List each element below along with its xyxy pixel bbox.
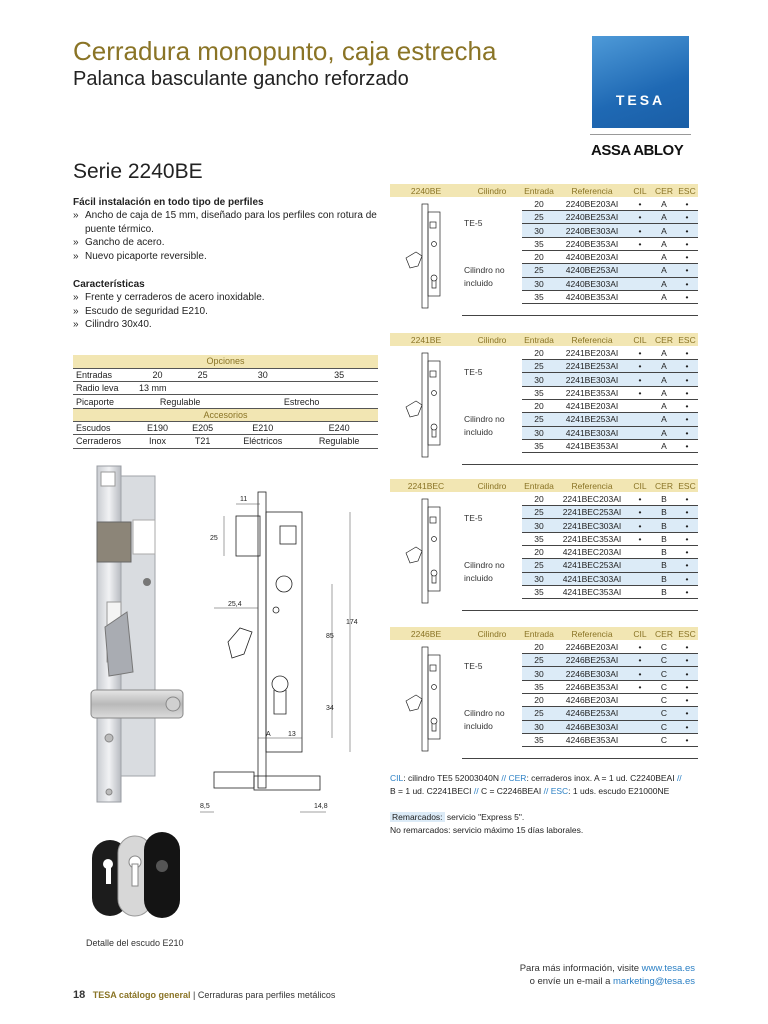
- reference-cell: 4240BE253AI: [556, 264, 628, 277]
- lock-photo: [85, 462, 195, 807]
- cil-cell: •: [628, 519, 652, 532]
- reference-cell: 4240BE203AI: [556, 250, 628, 263]
- column-header: CIL: [628, 184, 652, 197]
- esc-cell: •: [676, 237, 698, 250]
- feature-item: » Ancho de caja de 15 mm, diseñado para los perfiles con rotura de puente térmico.: [73, 209, 383, 236]
- cil-cell: •: [628, 640, 652, 653]
- entry-cell: 20: [522, 197, 556, 210]
- reference-cell: 4241BE353AI: [556, 439, 628, 452]
- table-row: [390, 346, 698, 359]
- catalog-name: TESA catálogo general: [92, 990, 191, 1000]
- cil-cell: •: [628, 224, 652, 237]
- reference-cell: 2240BE303AI: [556, 224, 628, 237]
- entry-cell: 35: [522, 439, 556, 452]
- page-subtitle: Palanca basculante gancho reforzado: [73, 68, 409, 90]
- entry-cell: 35: [522, 680, 556, 693]
- esc-cell: •: [676, 519, 698, 532]
- product-table: [390, 479, 698, 611]
- entry-cell: 35: [522, 386, 556, 399]
- reference-cell: 2241BE303AI: [556, 373, 628, 386]
- cil-cell: •: [628, 680, 652, 693]
- column-header: Cilindro: [462, 333, 522, 346]
- esc-cell: •: [676, 693, 698, 706]
- model-code: 2241BEC: [390, 479, 462, 492]
- cil-cell: •: [628, 211, 652, 224]
- cil-cell: [628, 545, 652, 558]
- website-link[interactable]: www.tesa.es: [641, 963, 695, 974]
- entry-cell: 30: [522, 426, 556, 439]
- cer-cell: A: [652, 386, 676, 399]
- lock-front-icon: [392, 349, 460, 459]
- characteristic-item: » Escudo de seguridad E210.: [73, 305, 383, 318]
- reference-cell: 2241BEC353AI: [556, 532, 628, 545]
- esc-cell: •: [676, 585, 698, 598]
- table-row: [390, 492, 698, 505]
- options-header: Opciones: [73, 355, 378, 368]
- column-header: Referencia: [556, 333, 628, 346]
- esc-cell: •: [676, 373, 698, 386]
- entry-cell: 30: [522, 720, 556, 733]
- cil-cell: [628, 290, 652, 303]
- table-row: Picaporte Regulable Estrecho: [73, 395, 378, 408]
- column-header: CIL: [628, 479, 652, 492]
- section-name: Cerraduras para perfiles metálicos: [197, 990, 336, 1000]
- column-header: Entrada: [522, 333, 556, 346]
- reference-cell: 4246BE353AI: [556, 733, 628, 746]
- column-header: Entrada: [522, 184, 556, 197]
- cil-cell: [628, 264, 652, 277]
- reference-cell: 4240BE353AI: [556, 290, 628, 303]
- column-header: CER: [652, 479, 676, 492]
- column-header: Referencia: [556, 479, 628, 492]
- column-header: Entrada: [522, 627, 556, 640]
- table-header-row: [390, 184, 698, 197]
- cer-cell: A: [652, 290, 676, 303]
- reference-cell: 2241BEC253AI: [556, 506, 628, 519]
- cylinder-not-included: Cilindro no incluido: [464, 708, 505, 732]
- cil-cell: •: [628, 386, 652, 399]
- cil-cell: [628, 439, 652, 452]
- column-header: CER: [652, 333, 676, 346]
- lock-front-drawing: [390, 346, 462, 464]
- entry-cell: 25: [522, 264, 556, 277]
- cylinder-not-included: Cilindro no incluido: [464, 414, 505, 438]
- technical-drawing: [200, 482, 360, 822]
- cer-cell: A: [652, 346, 676, 359]
- column-header: Cilindro: [462, 184, 522, 197]
- entry-cell: 20: [522, 250, 556, 263]
- model-code: 2240BE: [390, 184, 462, 197]
- reference-cell: 4241BE253AI: [556, 413, 628, 426]
- entry-cell: 25: [522, 707, 556, 720]
- cer-cell: A: [652, 224, 676, 237]
- dimension-label: 174: [346, 619, 358, 626]
- cer-cell: C: [652, 720, 676, 733]
- reference-cell: 4241BE203AI: [556, 399, 628, 412]
- cer-cell: A: [652, 373, 676, 386]
- reference-cell: 4246BE253AI: [556, 707, 628, 720]
- esc-label: ESC: [550, 786, 569, 796]
- entry-cell: 20: [522, 693, 556, 706]
- cil-cell: •: [628, 506, 652, 519]
- esc-cell: •: [676, 360, 698, 373]
- page-title: Cerradura monopunto, caja estrecha: [73, 36, 497, 66]
- product-block-2246be: [390, 627, 698, 759]
- cer-cell: B: [652, 585, 676, 598]
- table-row: Entradas 20 25 30 35: [73, 368, 378, 381]
- esc-cell: •: [676, 399, 698, 412]
- entry-cell: 25: [522, 654, 556, 667]
- column-header: ESC: [676, 333, 698, 346]
- model-code: 2241BE: [390, 333, 462, 346]
- esc-cell: •: [676, 426, 698, 439]
- reference-cell: 4241BEC353AI: [556, 585, 628, 598]
- cil-cell: [628, 733, 652, 746]
- lock-front-drawing: [390, 197, 462, 315]
- esc-cell: •: [676, 680, 698, 693]
- entry-cell: 20: [522, 640, 556, 653]
- entry-cell: 25: [522, 559, 556, 572]
- reference-cell: 2241BEC203AI: [556, 492, 628, 505]
- lock-front-drawing: [390, 640, 462, 758]
- entry-cell: 35: [522, 733, 556, 746]
- cil-cell: •: [628, 492, 652, 505]
- cer-cell: C: [652, 707, 676, 720]
- cer-label: CER: [508, 773, 527, 783]
- cer-cell: B: [652, 559, 676, 572]
- entry-cell: 30: [522, 373, 556, 386]
- entry-cell: 35: [522, 532, 556, 545]
- esc-cell: •: [676, 211, 698, 224]
- table-row: Escudos E190 E205 E210 E240: [73, 421, 378, 434]
- model-code: 2246BE: [390, 627, 462, 640]
- cil-cell: •: [628, 654, 652, 667]
- cer-cell: A: [652, 399, 676, 412]
- cer-cell: C: [652, 667, 676, 680]
- cil-label: CIL: [390, 773, 404, 783]
- cer-cell: C: [652, 680, 676, 693]
- entry-cell: 30: [522, 519, 556, 532]
- cil-cell: [628, 572, 652, 585]
- lock-front-icon: [392, 200, 460, 310]
- features-heading: Fácil instalación en todo tipo de perfiles: [73, 197, 264, 208]
- page-number: 18: [73, 989, 86, 1001]
- reference-cell: 4241BEC253AI: [556, 559, 628, 572]
- esc-cell: •: [676, 506, 698, 519]
- reference-cell: 4241BEC303AI: [556, 572, 628, 585]
- entry-cell: 35: [522, 290, 556, 303]
- escudo-caption: Detalle del escudo E210: [86, 938, 184, 948]
- accessories-header: Accesorios: [73, 408, 378, 421]
- reference-cell: 2241BE203AI: [556, 346, 628, 359]
- cer-cell: B: [652, 506, 676, 519]
- dimension-label: 11: [240, 496, 248, 503]
- product-table: [390, 184, 698, 316]
- reference-cell: 2240BE203AI: [556, 197, 628, 210]
- dimension-label: 25: [210, 535, 218, 542]
- column-header: CER: [652, 627, 676, 640]
- cer-cell: A: [652, 439, 676, 452]
- cer-cell: A: [652, 277, 676, 290]
- column-header: Entrada: [522, 479, 556, 492]
- esc-cell: •: [676, 532, 698, 545]
- esc-cell: •: [676, 277, 698, 290]
- cer-cell: B: [652, 572, 676, 585]
- characteristic-item: » Cilindro 30x40.: [73, 318, 383, 331]
- cil-cell: [628, 585, 652, 598]
- entry-cell: 25: [522, 413, 556, 426]
- esc-cell: •: [676, 572, 698, 585]
- cil-cell: •: [628, 667, 652, 680]
- cer-cell: A: [652, 426, 676, 439]
- column-header: ESC: [676, 627, 698, 640]
- feature-item: » Nuevo picaporte reversible.: [73, 250, 383, 263]
- column-header: ESC: [676, 479, 698, 492]
- dimension-label: 34: [326, 705, 334, 712]
- dimension-label: 14,8: [314, 803, 328, 810]
- esc-cell: •: [676, 197, 698, 210]
- product-table: [390, 627, 698, 759]
- column-header: CER: [652, 184, 676, 197]
- tesa-logo: [592, 36, 689, 128]
- column-header: Cilindro: [462, 627, 522, 640]
- reference-cell: 2246BE303AI: [556, 667, 628, 680]
- cylinder-te5: TE-5: [464, 513, 483, 524]
- cylinder-te5: TE-5: [464, 218, 483, 229]
- characteristics-section: [73, 278, 383, 332]
- table-header-row: [390, 479, 698, 492]
- options-table: [73, 355, 378, 449]
- feature-item: » Gancho de acero.: [73, 236, 383, 249]
- entry-cell: 30: [522, 277, 556, 290]
- reference-cell: 4241BEC203AI: [556, 545, 628, 558]
- column-header: Cilindro: [462, 479, 522, 492]
- cer-cell: A: [652, 264, 676, 277]
- reference-cell: 2240BE353AI: [556, 237, 628, 250]
- cil-cell: [628, 277, 652, 290]
- entry-cell: 25: [522, 211, 556, 224]
- column-header: Referencia: [556, 627, 628, 640]
- reference-cell: 4246BE203AI: [556, 693, 628, 706]
- esc-cell: •: [676, 733, 698, 746]
- cil-cell: [628, 693, 652, 706]
- entry-cell: 25: [522, 360, 556, 373]
- reference-cell: 2240BE253AI: [556, 211, 628, 224]
- product-table: [390, 333, 698, 465]
- entry-cell: 20: [522, 346, 556, 359]
- cer-cell: A: [652, 250, 676, 263]
- cil-cell: •: [628, 360, 652, 373]
- esc-cell: •: [676, 667, 698, 680]
- column-header: ESC: [676, 184, 698, 197]
- cylinder-te5: TE-5: [464, 367, 483, 378]
- email-link[interactable]: marketing@tesa.es: [613, 976, 695, 987]
- table-header-row: [390, 627, 698, 640]
- entry-cell: 20: [522, 492, 556, 505]
- esc-cell: •: [676, 492, 698, 505]
- cil-cell: •: [628, 532, 652, 545]
- cil-cell: [628, 559, 652, 572]
- reference-cell: 2241BE353AI: [556, 386, 628, 399]
- cil-cell: •: [628, 237, 652, 250]
- table-row: Cerraderos Inox T21 Eléctricos Regulable: [73, 435, 378, 448]
- cil-cell: [628, 413, 652, 426]
- esc-cell: •: [676, 439, 698, 452]
- cer-cell: A: [652, 413, 676, 426]
- dimension-label: 8,5: [200, 803, 210, 810]
- table-row: [390, 197, 698, 210]
- table-row: Radio leva 13 mm: [73, 382, 378, 395]
- esc-cell: •: [676, 654, 698, 667]
- cylinder-not-included: Cilindro no incluido: [464, 560, 505, 584]
- entry-cell: 20: [522, 545, 556, 558]
- cer-cell: A: [652, 197, 676, 210]
- column-header: Referencia: [556, 184, 628, 197]
- esc-cell: •: [676, 224, 698, 237]
- entry-cell: 30: [522, 572, 556, 585]
- esc-cell: •: [676, 250, 698, 263]
- column-header: CIL: [628, 333, 652, 346]
- entry-cell: 35: [522, 585, 556, 598]
- entry-cell: 30: [522, 667, 556, 680]
- table-row: [390, 640, 698, 653]
- reference-cell: 4246BE303AI: [556, 720, 628, 733]
- esc-cell: •: [676, 386, 698, 399]
- dimension-label: 85: [326, 633, 334, 640]
- reference-cell: 2241BEC303AI: [556, 519, 628, 532]
- column-header: CIL: [628, 627, 652, 640]
- reference-cell: 2246BE203AI: [556, 640, 628, 653]
- characteristics-heading: Características: [73, 279, 145, 290]
- product-block-2240be: [390, 184, 698, 316]
- product-block-2241bec: [390, 479, 698, 611]
- product-block-2241be: [390, 333, 698, 465]
- entry-cell: 30: [522, 224, 556, 237]
- entry-cell: 20: [522, 399, 556, 412]
- cer-cell: B: [652, 492, 676, 505]
- dimension-label: 13: [288, 731, 296, 738]
- table-header-row: [390, 333, 698, 346]
- reference-cell: 2246BE353AI: [556, 680, 628, 693]
- esc-cell: •: [676, 264, 698, 277]
- cer-cell: C: [652, 733, 676, 746]
- dimension-label: 25,4: [228, 601, 242, 608]
- cil-cell: •: [628, 346, 652, 359]
- brand-name: ASSA ABLOY: [591, 142, 684, 159]
- lock-front-drawing: [390, 492, 462, 610]
- cil-cell: [628, 399, 652, 412]
- service-remarks: Remarcados: servicio "Express 5". No remarcados: servicio máximo 15 días laborales.: [390, 812, 584, 835]
- entry-cell: 35: [522, 237, 556, 250]
- cer-cell: A: [652, 211, 676, 224]
- characteristic-item: » Frente y cerraderos de acero inoxidable.: [73, 291, 383, 304]
- cil-cell: [628, 720, 652, 733]
- more-info: Para más información, visite www.tesa.es o envíe un e-mail a marketing@tesa.es: [519, 963, 695, 987]
- notes-legend: CIL: cilindro TE5 52003040N // CER: cerraderos inox. A = 1 ud. C2240BEAI // B = 1 ud. C2241BECI // C = C2246BEAI // ESC: 1 uds. escudo E21000NE: [390, 773, 682, 796]
- cil-cell: •: [628, 197, 652, 210]
- cil-cell: •: [628, 373, 652, 386]
- esc-cell: •: [676, 707, 698, 720]
- esc-cell: •: [676, 413, 698, 426]
- dimension-label: A: [266, 731, 271, 738]
- cer-cell: C: [652, 654, 676, 667]
- cer-cell: A: [652, 237, 676, 250]
- esc-cell: •: [676, 640, 698, 653]
- entry-cell: 25: [522, 506, 556, 519]
- reference-cell: 4241BE303AI: [556, 426, 628, 439]
- reference-cell: 4240BE303AI: [556, 277, 628, 290]
- escudo-photo: [88, 830, 184, 930]
- cer-cell: B: [652, 519, 676, 532]
- cylinder-te5: TE-5: [464, 661, 483, 672]
- cer-cell: B: [652, 532, 676, 545]
- lock-front-icon: [392, 643, 460, 753]
- reference-cell: 2241BE253AI: [556, 360, 628, 373]
- cil-cell: [628, 250, 652, 263]
- esc-cell: •: [676, 720, 698, 733]
- features-section: [73, 196, 383, 263]
- esc-cell: •: [676, 559, 698, 572]
- cylinder-not-included: Cilindro no incluido: [464, 265, 505, 289]
- series-title: Serie 2240BE: [73, 160, 203, 183]
- cil-cell: [628, 707, 652, 720]
- tesa-logo-text: TESA: [615, 92, 666, 108]
- cil-cell: [628, 426, 652, 439]
- reference-cell: 2246BE253AI: [556, 654, 628, 667]
- cer-cell: B: [652, 545, 676, 558]
- esc-cell: •: [676, 346, 698, 359]
- cer-cell: A: [652, 360, 676, 373]
- footer: 18 TESA catálogo general | Cerraduras para perfiles metálicos: [73, 989, 336, 1001]
- lock-front-icon: [392, 495, 460, 605]
- cer-cell: C: [652, 693, 676, 706]
- logo-divider: [590, 134, 691, 135]
- cer-cell: C: [652, 640, 676, 653]
- esc-cell: •: [676, 545, 698, 558]
- esc-cell: •: [676, 290, 698, 303]
- remark-tag: Remarcados:: [392, 812, 443, 822]
